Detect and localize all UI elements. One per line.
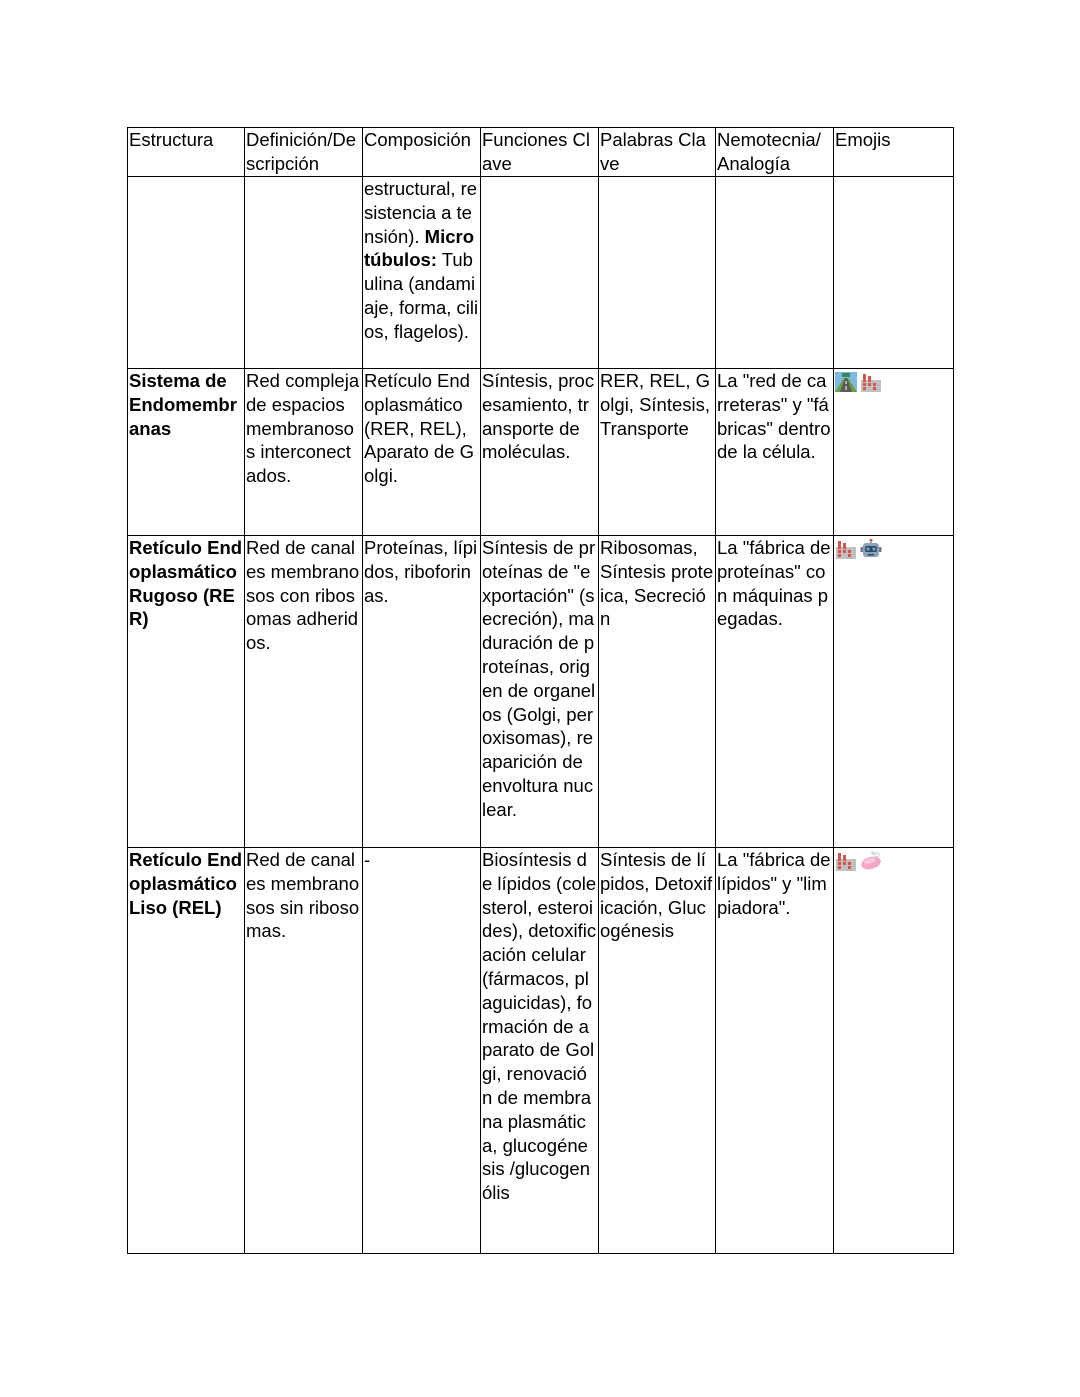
cell-estructura: Retículo Endoplasmático Rugoso (RER) [128, 536, 245, 848]
cell-estructura [128, 177, 245, 369]
cell-palabras [599, 177, 716, 369]
cell-nemotecnia [716, 177, 834, 369]
cell-estructura: Sistema de Endomembranas [128, 369, 245, 536]
cell-funciones: Síntesis de proteínas de "exportación" (secreción), maduración de proteínas, origen de organelos (Golgi, peroxisomas), reaparición de envoltura nuclear. [481, 536, 599, 848]
composicion-text: estructural, resistencia a tensión). [364, 178, 478, 247]
factory-icon [835, 851, 857, 871]
cell-composicion: - [363, 848, 481, 1254]
header-estructura: Estructura [128, 128, 245, 177]
cell-estructura: Retículo Endoplasmático Liso (REL) [128, 848, 245, 1254]
cell-nemotecnia: La "fábrica de proteínas" con máquinas pegadas. [716, 536, 834, 848]
table-row [128, 177, 954, 369]
header-composicion: Composición [363, 128, 481, 177]
cell-funciones: Biosíntesis de lípidos (colesterol, esteroides), detoxificación celular (fármacos, plaguicidas), formación de aparato de Golgi, renovación de membrana plasmática, glucogénesis /glucogenólis [481, 848, 599, 1254]
cell-funciones: Síntesis, procesamiento, transporte de moléculas. [481, 369, 599, 536]
cell-funciones [481, 177, 599, 369]
factory-icon [860, 372, 882, 392]
header-funciones: Funciones Clave [481, 128, 599, 177]
cell-palabras: Ribosomas, Síntesis proteica, Secreción [599, 536, 716, 848]
cell-emojis [834, 369, 954, 536]
cell-emojis [834, 536, 954, 848]
cell-emojis [834, 177, 954, 369]
soap-icon [860, 851, 882, 871]
cell-composicion: Proteínas, lípidos, riboforinas. [363, 536, 481, 848]
cell-definicion: Red de canales membranosos sin ribosomas. [245, 848, 363, 1254]
composicion-text-2: Tubulina (andamiaje, forma, cilios, flagelos). [364, 249, 479, 342]
road-icon [835, 372, 857, 392]
cell-definicion [245, 177, 363, 369]
table-row [128, 536, 954, 848]
cell-palabras: Síntesis de lípidos, Detoxificación, Glucogénesis [599, 848, 716, 1254]
cell-palabras: RER, REL, Golgi, Síntesis, Transporte [599, 369, 716, 536]
cell-nemotecnia: La "red de carreteras" y "fábricas" dentro de la célula. [716, 369, 834, 536]
header-definicion: Definición/Descripción [245, 128, 363, 177]
header-emojis: Emojis [834, 128, 954, 177]
robot-icon [860, 539, 882, 559]
cell-nemotecnia: La "fábrica de lípidos" y "limpiadora". [716, 848, 834, 1254]
table-row [128, 848, 954, 1254]
header-palabras: Palabras Clave [599, 128, 716, 177]
cell-composicion [363, 177, 481, 369]
table-row [128, 369, 954, 536]
composicion-bold: Microtúbulos: [364, 225, 475, 271]
header-nemotecnia: Nemotecnia/ Analogía [716, 128, 834, 177]
header-row [128, 128, 954, 177]
cell-composicion: Retículo Endoplasmático (RER, REL), Aparato de Golgi. [363, 369, 481, 536]
cell-definicion: Red compleja de espacios membranosos interconectados. [245, 369, 363, 536]
cell-emojis [834, 848, 954, 1254]
structures-table [127, 127, 954, 1254]
cell-definicion: Red de canales membranosos con ribosomas adheridos. [245, 536, 363, 848]
factory-icon [835, 539, 857, 559]
